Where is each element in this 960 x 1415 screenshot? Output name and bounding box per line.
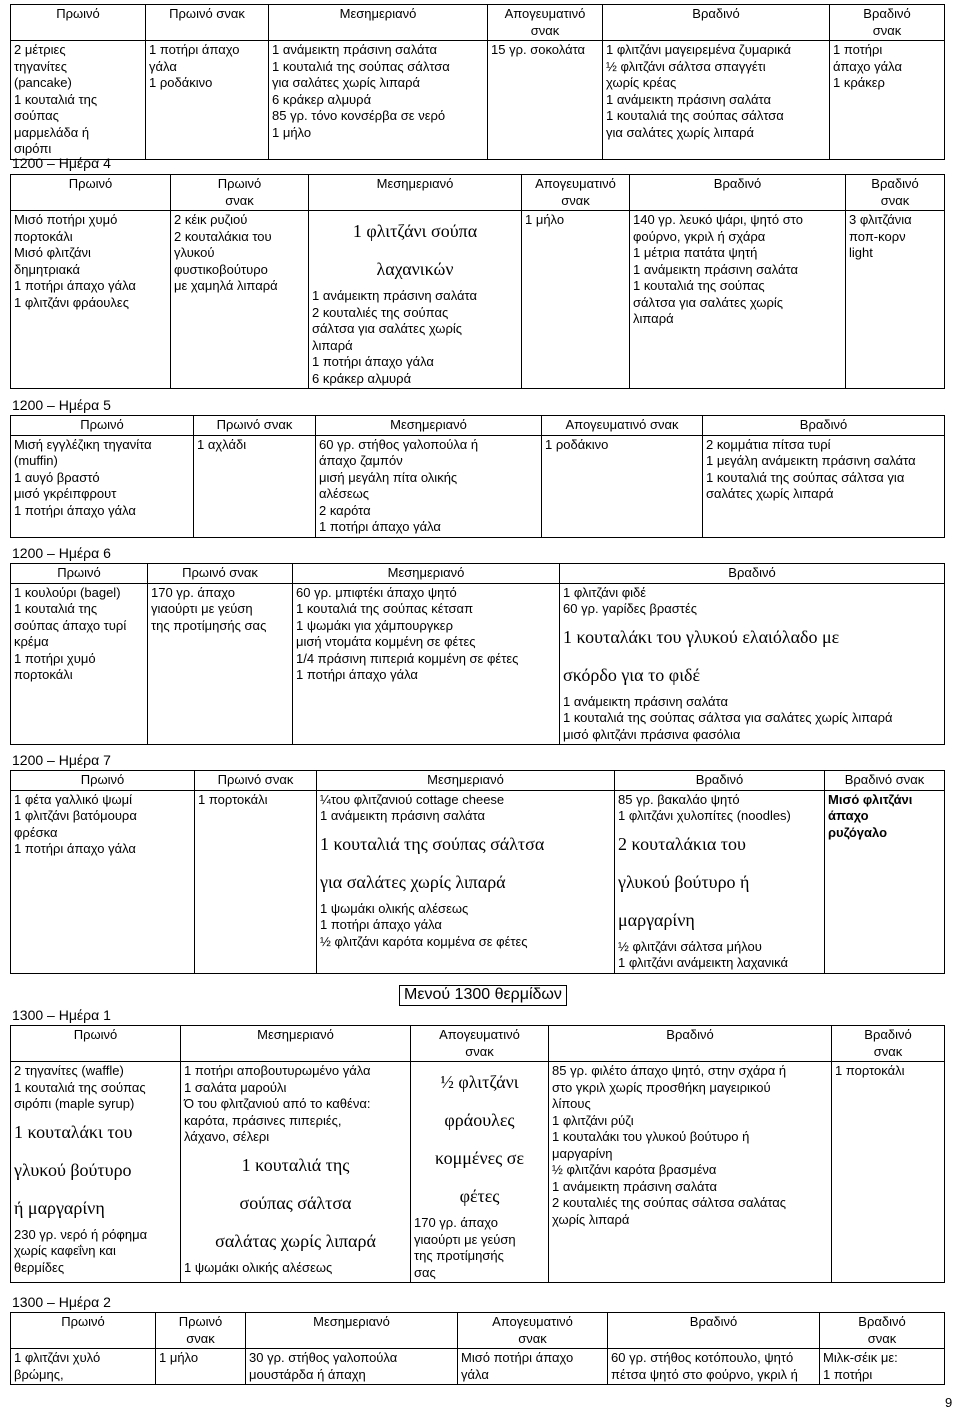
header-lunch: Μεσημεριανό — [293, 564, 560, 584]
day1300-1-afternoon-snack-cell: ½ φλιτζάνι φράουλες κομμένες σε φέτες 170 γρ. άπαχο γιαούρτι με γεύση της προτίμησής σας — [411, 1062, 549, 1283]
day6-dinner-cell: 1 φλιτζάνι φιδέ 60 γρ. γαρίδες βραστές 1 κουταλάκι του γλυκού ελαιόλαδο με σκόρδο για το φιδέ 1 ανάμεικτη πράσινη σαλάτα 1 κουταλιά της σούπας σάλτσα για σαλάτες χωρίς λιπαρά μισό φλιτζάνι πράσινα φασόλια — [560, 583, 945, 745]
header-dinner: Βραδινό — [603, 5, 830, 41]
header-breakfast-snack: Πρωινό σνακ — [195, 771, 317, 791]
header-lunch: Μεσημεριανό — [246, 1313, 458, 1349]
day7-dinner-snack-cell: Μισό φλιτζάνι άπαχο ρυζόγαλο — [825, 790, 945, 973]
day7-table — [10, 770, 944, 974]
day1300-2-dinner-cell: 60 γρ. στήθος κοτόπουλο, ψητό πέτσα ψητό στο φούρνο, γκριλ ή — [608, 1349, 820, 1385]
day5-title: 1200 – Ημέρα 5 — [12, 397, 111, 413]
header-dinner-snack: Βραδινό σνακ — [825, 771, 945, 791]
header-breakfast-snack: Πρωινό σνακ — [171, 175, 309, 211]
day1300-1-title: 1300 – Ημέρα 1 — [12, 1007, 111, 1023]
header-dinner: Βραδινό — [549, 1026, 832, 1062]
day3-breakfast-snack-cell: 1 ποτήρι άπαχο γάλα 1 ροδάκινο — [146, 41, 269, 160]
day3-dinner-snack-cell: 1 ποτήρι άπαχο γάλα 1 κράκερ — [830, 41, 945, 160]
day7-breakfast-cell: 1 φέτα γαλλικό ψωμί 1 φλιτζάνι βατόμουρα φρέσκα 1 ποτήρι άπαχο γάλα — [11, 790, 195, 973]
day1300-2-afternoon-snack-cell: Μισό ποτήρι άπαχο γάλα — [458, 1349, 608, 1385]
day5-breakfast-snack-cell: 1 αχλάδι — [194, 435, 316, 537]
header-breakfast: Πρωινό — [11, 1026, 181, 1062]
day3-table — [10, 4, 944, 160]
header-breakfast: Πρωινό — [11, 1313, 156, 1349]
day7-title: 1200 – Ημέρα 7 — [12, 752, 111, 768]
day4-title: 1200 – Ημέρα 4 — [12, 155, 111, 171]
day3-afternoon-snack-cell: 15 γρ. σοκολάτα — [488, 41, 603, 160]
day4-afternoon-snack-cell: 1 μήλο — [522, 211, 630, 389]
day5-breakfast-cell: Μισή εγγλέζικη τηγανίτα (muffin) 1 αυγό βραστό μισό γκρέιπφρουτ 1 ποτήρι άπαχο γάλα — [11, 435, 194, 537]
header-dinner: Βραδινό — [630, 175, 846, 211]
day3-lunch-cell: 1 ανάμεικτη πράσινη σαλάτα 1 κουταλιά της σούπας σάλτσα για σαλάτες χωρίς λιπαρά 6 κράκερ αλμυρά 85 γρ. τόνο κονσέρβα σε νερό 1 μήλο — [269, 41, 488, 160]
day4-table — [10, 174, 944, 389]
header-lunch: Μεσημεριανό — [316, 416, 542, 436]
menu-1300-title: Μενού 1300 θερμίδων — [399, 985, 567, 1006]
header-afternoon-snack: Απογευματινό σνακ — [522, 175, 630, 211]
day1300-1-dinner-snack-cell: 1 πορτοκάλι — [832, 1062, 945, 1283]
day1300-2-breakfast-snack-cell: 1 μήλο — [156, 1349, 246, 1385]
day6-lunch-cell: 60 γρ. μπιφτέκι άπαχο ψητό 1 κουταλιά της σούπας κέτσαπ 1 ψωμάκι για χάμπουργκερ μισή ντομάτα κομμένη σε φέτες 1/4 πράσινη πιπεριά κομμένη σε φέτες 1 ποτήρι άπαχο γάλα — [293, 583, 560, 745]
day6-breakfast-snack-cell: 170 γρ. άπαχο γιαούρτι με γεύση της προτίμησής σας — [148, 583, 293, 745]
day4-dinner-cell: 140 γρ. λευκό ψάρι, ψητό στο φούρνο, γκριλ ή σχάρα 1 μέτρια πατάτα ψητή 1 ανάμεικτη πράσινη σαλάτα 1 κουταλιά της σούπας σάλτσα για σαλάτες χωρίς λιπαρά — [630, 211, 846, 389]
header-lunch: Μεσημεριανό — [317, 771, 615, 791]
header-dinner: Βραδινό — [703, 416, 945, 436]
day3-breakfast-cell: 2 μέτριες τηγανίτες (pancake) 1 κουταλιά της σούπας μαρμελάδα ή σιρόπι — [11, 41, 146, 160]
day5-afternoon-snack-cell: 1 ροδάκινο — [542, 435, 703, 537]
header-dinner: Βραδινό — [608, 1313, 820, 1349]
day4-breakfast-snack-cell: 2 κέικ ρυζιού 2 κουταλάκια του γλυκού φυστικοβούτυρο με χαμηλά λιπαρά — [171, 211, 309, 389]
header-dinner-snack: Βραδινό σνακ — [832, 1026, 945, 1062]
day3-dinner-cell: 1 φλιτζάνι μαγειρεμένα ζυμαρικά ½ φλιτζάνι σάλτσα σπαγγέτι χωρίς κρέας 1 ανάμεικτη πράσινη σαλάτα 1 κουταλιά της σούπας σάλτσα για σαλάτες χωρίς λιπαρά — [603, 41, 830, 160]
header-afternoon-snack: Απογευματινό σνακ — [488, 5, 603, 41]
day6-breakfast-cell: 1 κουλούρι (bagel) 1 κουταλιά της σούπας άπαχο τυρί κρέμα 1 ποτήρι χυμό πορτοκάλι — [11, 583, 148, 745]
page-number: 9 — [945, 1395, 953, 1410]
day5-dinner-cell: 2 κομμάτια πίτσα τυρί 1 μεγάλη ανάμεικτη πράσινη σαλάτα 1 κουταλιά της σούπας σάλτσα για σαλάτες χωρίς λιπαρά — [703, 435, 945, 537]
day1300-2-title: 1300 – Ημέρα 2 — [12, 1294, 111, 1310]
header-breakfast: Πρωινό — [11, 416, 194, 436]
header-breakfast-snack: Πρωινό σνακ — [148, 564, 293, 584]
header-dinner-snack: Βραδινό σνακ — [820, 1313, 945, 1349]
day1300-2-dinner-snack-cell: Μιλκ-σέικ με: 1 ποτήρι — [820, 1349, 945, 1385]
day7-lunch-cell: ¼του φλιτζανιού cottage cheese 1 ανάμεικτη πράσινη σαλάτα 1 κουταλιά της σούπας σάλτσα για σαλάτες χωρίς λιπαρά 1 ψωμάκι ολικής αλέσεως 1 ποτήρι άπαχο γάλα ½ φλιτζάνι καρότα κομμένα σε φέτες — [317, 790, 615, 973]
header-lunch: Μεσημεριανό — [181, 1026, 411, 1062]
header-dinner-snack: Βραδινό σνακ — [830, 5, 945, 41]
day7-dinner-cell: 85 γρ. βακαλάο ψητό 1 φλιτζάνι χυλοπίτες (noodles) 2 κουταλάκια του γλυκού βούτυρο ή μαργαρίνη ½ φλιτζάνι σάλτσα μήλου 1 φλιτζάνι ανάμεικτη λαχανικά — [615, 790, 825, 973]
day1300-2-table — [10, 1312, 944, 1385]
day6-table — [10, 563, 944, 745]
header-breakfast: Πρωινό — [11, 564, 148, 584]
day4-dinner-snack-cell: 3 φλιτζάνια ποπ-κορν light — [846, 211, 945, 389]
day1300-1-table — [10, 1025, 944, 1283]
header-afternoon-snack: Απογευματινό σνακ — [542, 416, 703, 436]
header-breakfast: Πρωινό — [11, 771, 195, 791]
header-lunch: Μεσημεριανό — [309, 175, 522, 211]
day1300-1-dinner-cell: 85 γρ. φιλέτο άπαχο ψητό, στην σχάρα ή στο γκριλ χωρίς προσθήκη μαγειρικού λίπους 1 φλιτζάνι ρύζι 1 κουταλάκι του γλυκού βούτυρο ή μαργαρίνη ½ φλιτζάνι καρότα βρασμένα 1 ανάμεικτη πράσινη σαλάτα 2 κουταλιές της σούπας σάλτσα σαλάτας χωρίς λιπαρά — [549, 1062, 832, 1283]
day6-title: 1200 – Ημέρα 6 — [12, 545, 111, 561]
header-dinner: Βραδινό — [615, 771, 825, 791]
header-breakfast-snack: Πρωινό σνακ — [156, 1313, 246, 1349]
header-lunch: Μεσημεριανό — [269, 5, 488, 41]
day1300-1-lunch-cell: 1 ποτήρι αποβουτυρωμένο γάλα 1 σαλάτα μαρούλι Ό του φλιτζανιού από το καθένα: καρότα, πράσινες πιπεριές, λάχανο, σέλερι 1 κουταλιά της σούπας σάλτσα σαλάτας χωρίς λιπαρά 1 ψωμάκι ολικής αλέσεως — [181, 1062, 411, 1283]
day5-table — [10, 415, 944, 538]
day1300-1-breakfast-cell: 2 τηγανίτες (waffle) 1 κουταλιά της σούπας σιρόπι (maple syrup) 1 κουταλάκι του γλυκού βούτυρο ή μαργαρίνη 230 γρ. νερό ή ρόφημα χωρίς καφεΐνη και θερμίδες — [11, 1062, 181, 1283]
header-dinner: Βραδινό — [560, 564, 945, 584]
header-breakfast-snack: Πρωινό σνακ — [146, 5, 269, 41]
day1300-2-lunch-cell: 30 γρ. στήθος γαλοπούλα μουστάρδα ή άπαχη — [246, 1349, 458, 1385]
day1300-2-breakfast-cell: 1 φλιτζάνι χυλό βρώμης, — [11, 1349, 156, 1385]
day5-lunch-cell: 60 γρ. στήθος γαλοπούλα ή άπαχο ζαμπόν μισή μεγάλη πίτα ολικής αλέσεως 2 καρότα 1 ποτήρι άπαχο γάλα — [316, 435, 542, 537]
header-breakfast: Πρωινό — [11, 175, 171, 211]
day4-breakfast-cell: Μισό ποτήρι χυμό πορτοκάλι Μισό φλιτζάνι δημητριακά 1 ποτήρι άπαχο γάλα 1 φλιτζάνι φράουλες — [11, 211, 171, 389]
header-breakfast-snack: Πρωινό σνακ — [194, 416, 316, 436]
header-dinner-snack: Βραδινό σνακ — [846, 175, 945, 211]
header-afternoon-snack: Απογευματινό σνακ — [411, 1026, 549, 1062]
day7-breakfast-snack-cell: 1 πορτοκάλι — [195, 790, 317, 973]
header-afternoon-snack: Απογευματινό σνακ — [458, 1313, 608, 1349]
header-breakfast: Πρωινό — [11, 5, 146, 41]
day4-lunch-cell: 1 φλιτζάνι σούπα λαχανικών 1 ανάμεικτη πράσινη σαλάτα 2 κουταλιές της σούπας σάλτσα για σαλάτες χωρίς λιπαρά 1 ποτήρι άπαχο γάλα 6 κράκερ αλμυρά — [309, 211, 522, 389]
